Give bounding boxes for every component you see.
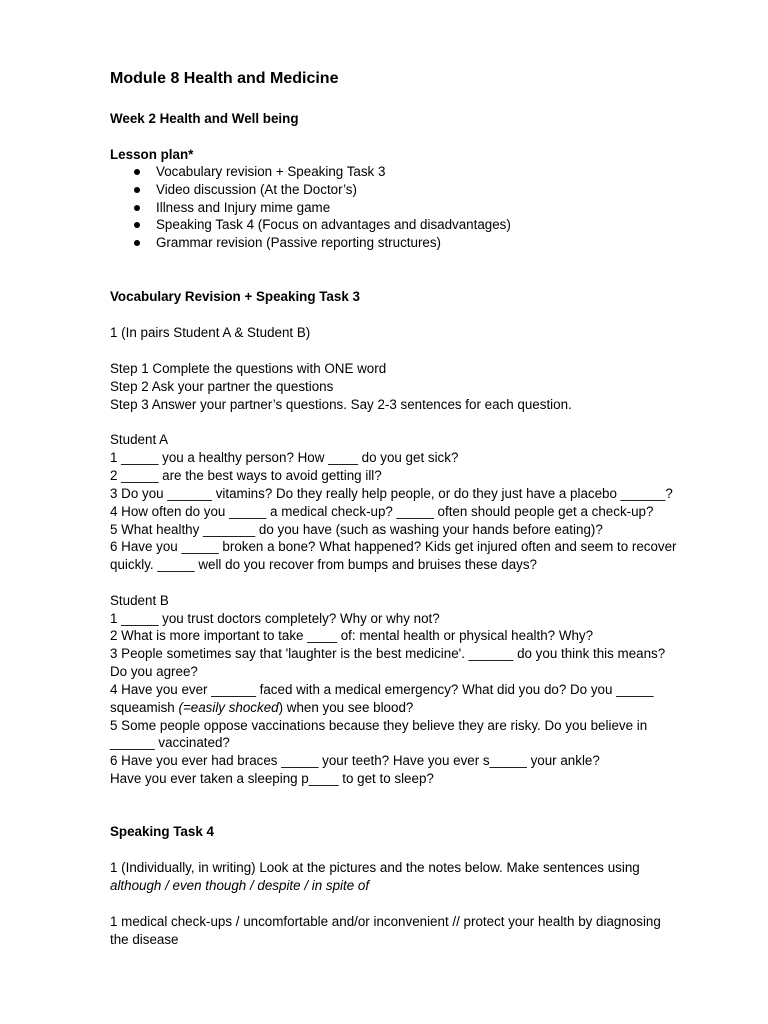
pairs-instruction: 1 (In pairs Student A & Student B) xyxy=(110,325,311,340)
bullet-icon xyxy=(134,222,140,228)
task4-instruction: 1 (Individually, in writing) Look at the pictures and the notes below. Make sentences using xyxy=(110,860,640,875)
document-title: Module 8 Health and Medicine xyxy=(110,70,339,87)
student-b-q4: 4 Have you ever ______ faced with a medical emergency? What did you do? Do you _____ xyxy=(110,682,654,697)
bullet-icon xyxy=(134,187,140,193)
student-b-label: Student B xyxy=(110,593,169,608)
student-b-q5-cont: ______ vaccinated? xyxy=(110,735,230,750)
vocab-heading: Vocabulary Revision + Speaking Task 3 xyxy=(110,289,360,304)
student-a-label: Student A xyxy=(110,432,169,447)
student-b-q2: 2 What is more important to take ____ of: mental health or physical health? Why? xyxy=(110,628,594,643)
week-heading: Week 2 Health and Well being xyxy=(110,111,299,126)
student-b-q4-cont: squeamish (=easily shocked) when you see blood? xyxy=(110,700,414,715)
task4-item-1-cont: the disease xyxy=(110,932,179,947)
student-a-q6-cont: quickly. _____ well do you recover from bumps and bruises these days? xyxy=(110,557,537,572)
bullet-icon xyxy=(134,240,140,246)
student-a-q3: 3 Do you ______ vitamins? Do they really help people, or do they just have a placebo ______? xyxy=(110,486,673,501)
student-a-q4: 4 How often do you _____ a medical check-up? _____ often should people get a check-up? xyxy=(110,504,654,519)
lesson-plan-list xyxy=(128,163,511,252)
list-item: Speaking Task 4 (Focus on advantages and disadvantages) xyxy=(128,216,511,234)
student-a-q1: 1 _____ you a healthy person? How ____ do you get sick? xyxy=(110,450,459,465)
student-b-q1: 1 _____ you trust doctors completely? Why or why not? xyxy=(110,611,440,626)
step-1: Step 1 Complete the questions with ONE word xyxy=(110,361,387,376)
step-2: Step 2 Ask your partner the questions xyxy=(110,379,334,394)
student-b-q6-cont: Have you ever taken a sleeping p____ to get to sleep? xyxy=(110,771,434,786)
student-b-q3: 3 People sometimes say that 'laughter is the best medicine'. ______ do you think this means? xyxy=(110,646,666,661)
list-item: Vocabulary revision + Speaking Task 3 xyxy=(128,163,511,181)
step-3: Step 3 Answer your partner’s questions. Say 2-3 sentences for each question. xyxy=(110,397,572,412)
task4-connectors: although / even though / despite / in spite of xyxy=(110,878,370,893)
student-b-q5: 5 Some people oppose vaccinations because they believe they are risky. Do you believe in xyxy=(110,718,648,733)
student-a-q6: 6 Have you _____ broken a bone? What happened? Kids get injured often and seem to recover xyxy=(110,539,677,554)
bullet-icon xyxy=(134,169,140,175)
task4-item-1: 1 medical check-ups / uncomfortable and/or inconvenient // protect your health by diagnosing xyxy=(110,914,661,929)
student-a-q2: 2 _____ are the best ways to avoid getting ill? xyxy=(110,468,382,483)
task4-heading: Speaking Task 4 xyxy=(110,824,214,839)
bullet-icon xyxy=(134,205,140,211)
list-item: Illness and Injury mime game xyxy=(128,199,511,217)
lesson-plan-heading: Lesson plan* xyxy=(110,147,194,162)
student-b-q6: 6 Have you ever had braces _____ your teeth? Have you ever s_____ your ankle? xyxy=(110,753,600,768)
list-item: Video discussion (At the Doctor’s) xyxy=(128,181,511,199)
student-b-q3-cont: Do you agree? xyxy=(110,664,198,679)
list-item: Grammar revision (Passive reporting structures) xyxy=(128,234,511,252)
student-a-q5: 5 What healthy _______ do you have (such as washing your hands before eating)? xyxy=(110,522,603,537)
